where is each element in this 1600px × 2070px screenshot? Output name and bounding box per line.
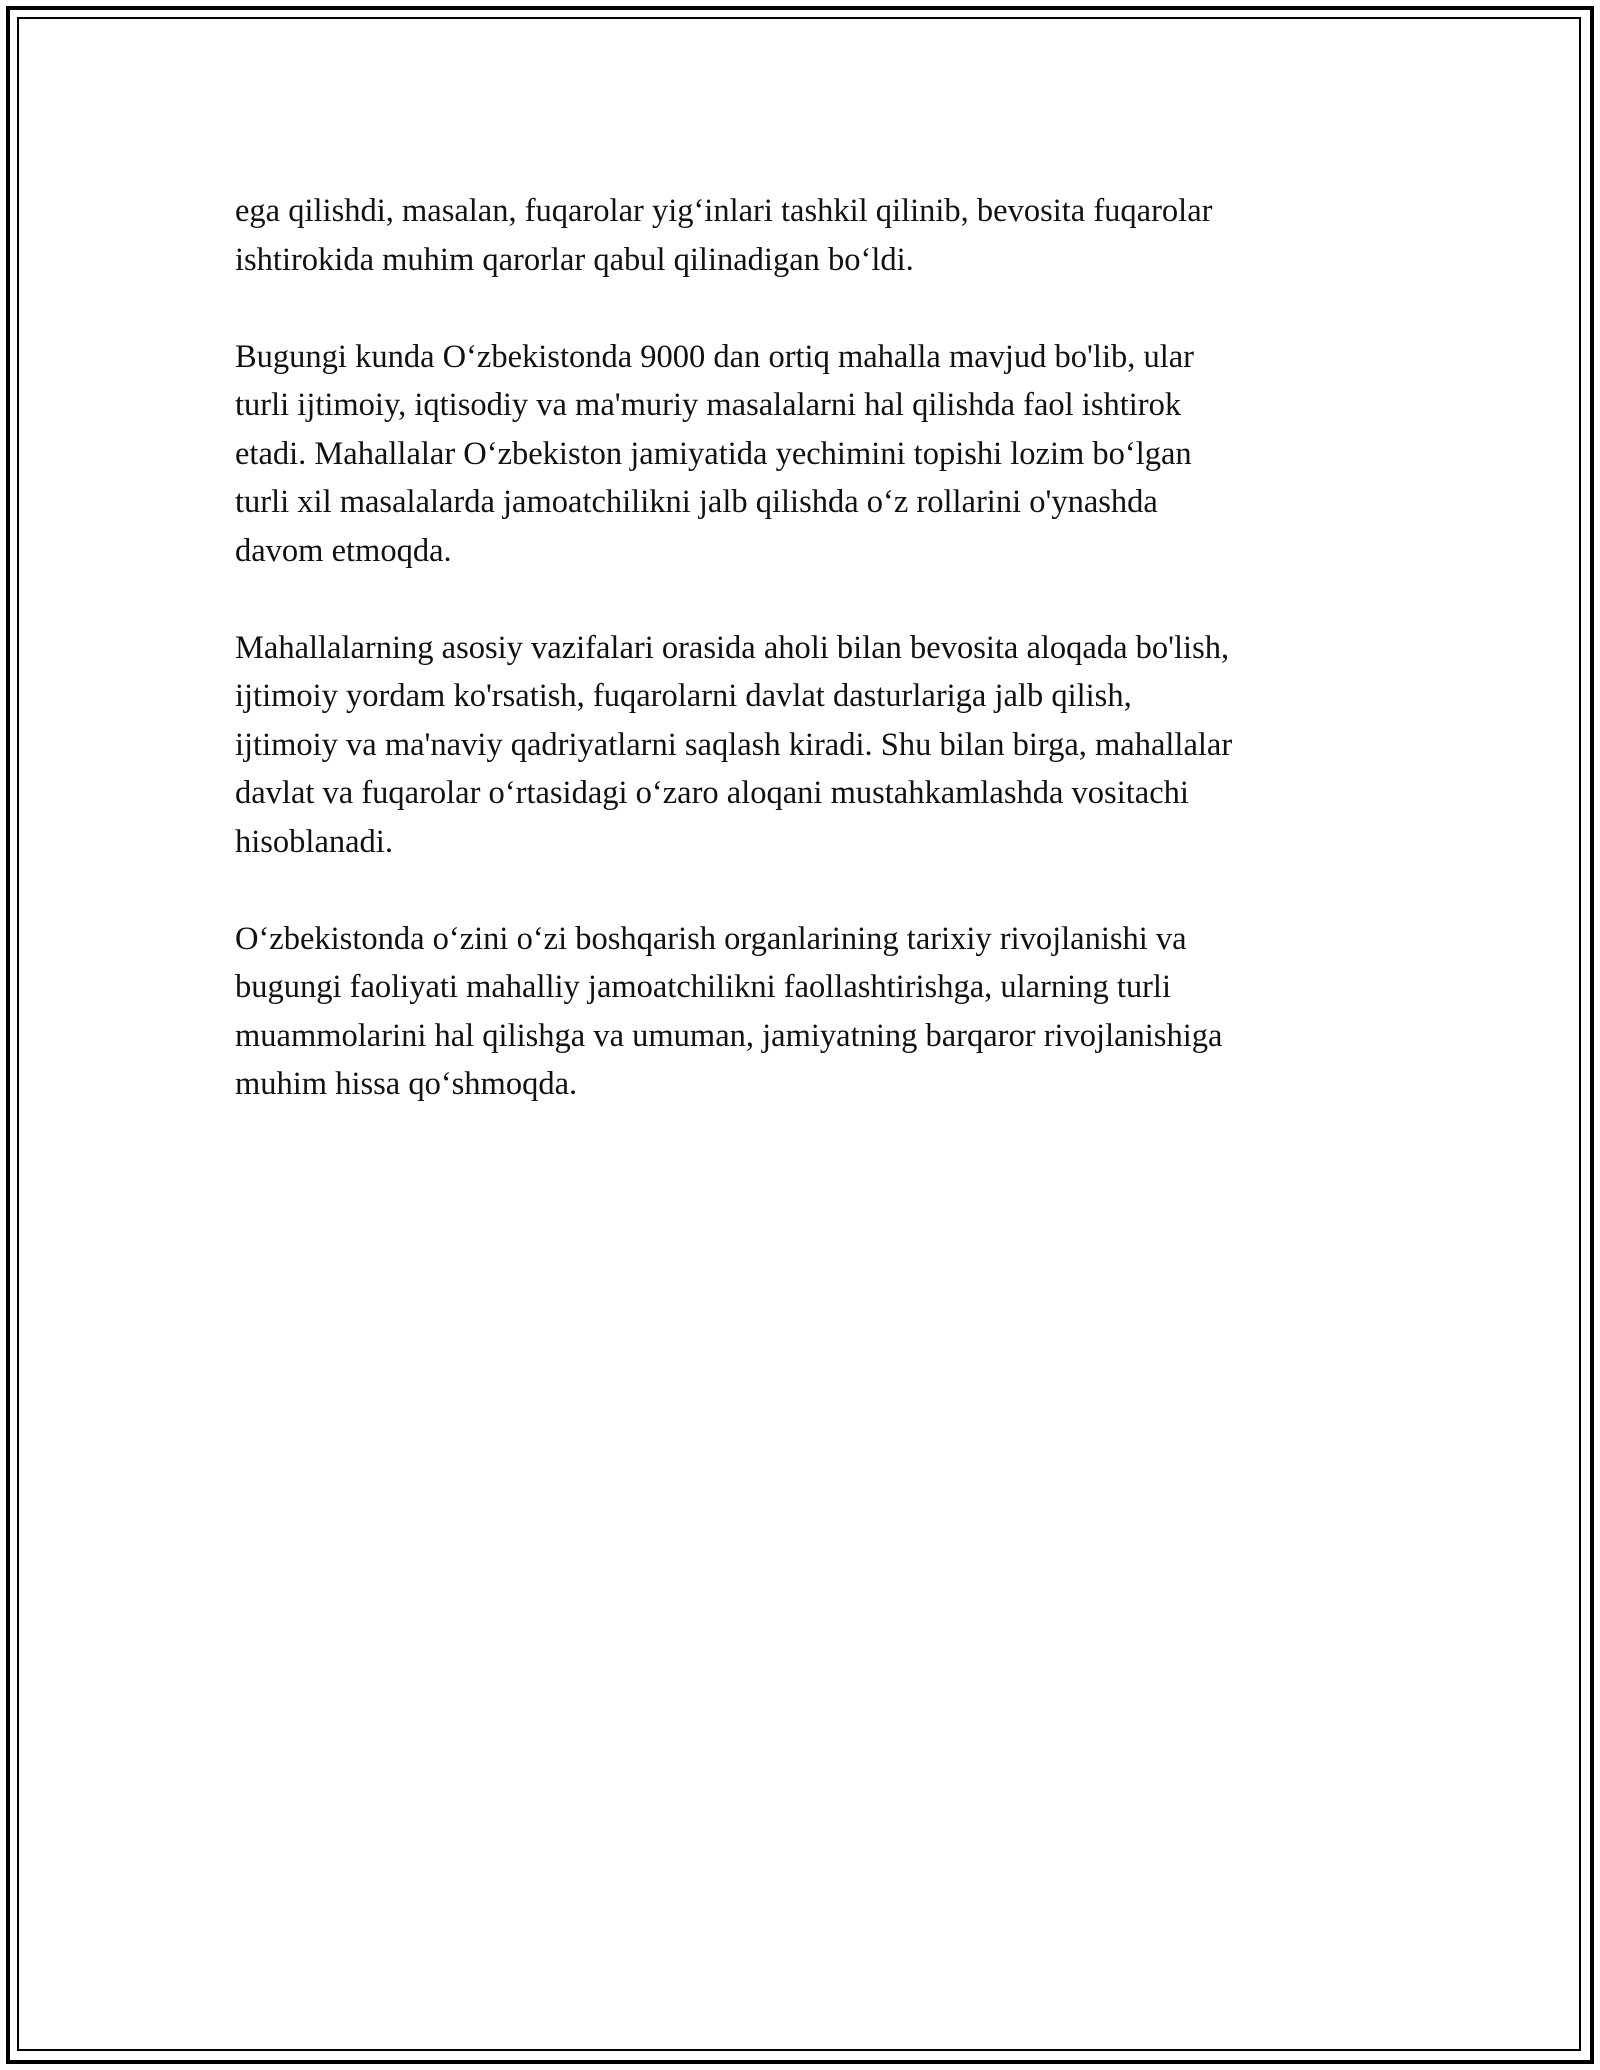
- document-body: [235, 187, 1375, 1157]
- text-line: etadi. Mahallalar O‘zbekiston jamiyatida yechimini topishi lozim bo‘lgan: [235, 435, 1192, 472]
- paragraph-4: [235, 915, 1375, 1109]
- text-line: O‘zbekistonda o‘zini o‘zi boshqarish organlarining tarixiy rivojlanishi va: [235, 920, 1187, 957]
- text-line: davlat va fuqarolar o‘rtasidagi o‘zaro aloqani mustahkamlashda vositachi: [235, 775, 1189, 811]
- text-line: turli xil masalalarda jamoatchilikni jalb qilishda o‘z rollarini o'ynashda: [235, 484, 1158, 520]
- text-line: ijtimoiy yordam ko'rsatish, fuqarolarni davlat dasturlariga jalb qilish,: [235, 678, 1132, 714]
- text-line: bugungi faoliyati mahalliy jamoatchilikni faollashtirishga, ularning turli: [235, 969, 1171, 1005]
- text-line: ishtirokida muhim qarorlar qabul qilinadigan bo‘ldi.: [235, 241, 914, 278]
- text-line: ijtimoiy va ma'naviy qadriyatlarni saqlash kiradi. Shu bilan birga, mahallalar: [235, 726, 1233, 763]
- text-line: ega qilishdi, masalan, fuqarolar yig‘inlari tashkil qilinib, bevosita fuqarolar: [235, 193, 1213, 229]
- text-line: turli ijtimoiy, iqtisodiy va ma'muriy masalalarni hal qilishda faol ishtirok: [235, 387, 1182, 423]
- text-line: Bugungi kunda O‘zbekistonda 9000 dan ortiq mahalla mavjud bo'lib, ular: [235, 338, 1195, 375]
- text-line: davom etmoqda.: [235, 532, 452, 569]
- text-line: muhim hissa qo‘shmoqda.: [235, 1066, 578, 1102]
- text-line: muammolarini hal qilishga va umuman, jamiyatning barqaror rivojlanishiga: [235, 1017, 1223, 1054]
- text-line: Mahallalarning asosiy vazifalari orasida aholi bilan bevosita aloqada bo'lish,: [235, 629, 1230, 666]
- paragraph-1: [235, 187, 1375, 284]
- text-line: hisoblanadi.: [235, 823, 393, 860]
- paragraph-2: [235, 333, 1375, 576]
- paragraph-3: [235, 624, 1375, 867]
